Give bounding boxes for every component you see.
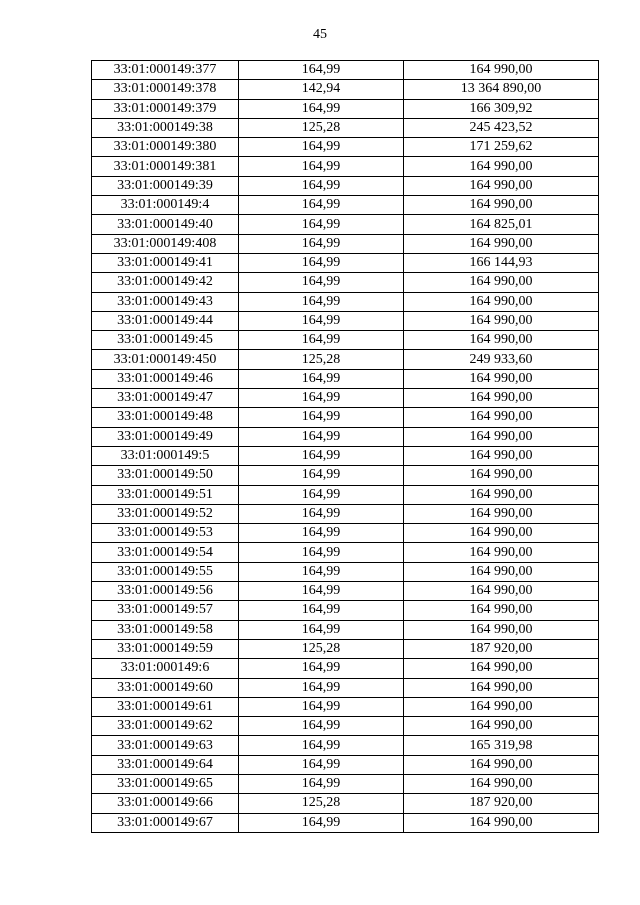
cadastral-number-cell: 33:01:000149:40	[92, 215, 239, 234]
cadastral-value-cell: 166 309,92	[404, 99, 599, 118]
table-row	[92, 813, 599, 832]
cadastral-number-cell: 33:01:000149:63	[92, 736, 239, 755]
cadastral-value-cell: 164 990,00	[404, 427, 599, 446]
table-row	[92, 620, 599, 639]
cadastral-value-cell: 13 364 890,00	[404, 80, 599, 99]
cadastral-number-cell: 33:01:000149:58	[92, 620, 239, 639]
area-cell: 164,99	[239, 562, 404, 581]
cadastral-number-cell: 33:01:000149:45	[92, 331, 239, 350]
cadastral-value-cell: 164 990,00	[404, 697, 599, 716]
area-cell: 164,99	[239, 446, 404, 465]
cadastral-number-cell: 33:01:000149:44	[92, 311, 239, 330]
table-row	[92, 118, 599, 137]
table-row	[92, 504, 599, 523]
cadastral-value-cell: 164 990,00	[404, 157, 599, 176]
area-cell: 164,99	[239, 408, 404, 427]
cadastral-value-cell: 164 990,00	[404, 813, 599, 832]
table-row	[92, 176, 599, 195]
area-cell: 164,99	[239, 601, 404, 620]
table-row	[92, 138, 599, 157]
cadastral-number-cell: 33:01:000149:50	[92, 466, 239, 485]
area-cell: 164,99	[239, 717, 404, 736]
cadastral-value-cell: 187 920,00	[404, 639, 599, 658]
table-row	[92, 196, 599, 215]
cadastral-value-cell: 164 990,00	[404, 331, 599, 350]
table-row	[92, 292, 599, 311]
cadastral-value-cell: 164 990,00	[404, 485, 599, 504]
table-row	[92, 774, 599, 793]
area-cell: 142,94	[239, 80, 404, 99]
cadastral-value-cell: 164 990,00	[404, 234, 599, 253]
table-row	[92, 253, 599, 272]
table-row	[92, 543, 599, 562]
area-cell: 164,99	[239, 311, 404, 330]
cadastral-number-cell: 33:01:000149:53	[92, 524, 239, 543]
page-number: 45	[313, 27, 327, 42]
area-cell: 164,99	[239, 369, 404, 388]
table-row	[92, 562, 599, 581]
cadastral-value-cell: 164 990,00	[404, 755, 599, 774]
table-row	[92, 80, 599, 99]
table-row	[92, 485, 599, 504]
cadastral-number-cell: 33:01:000149:61	[92, 697, 239, 716]
area-cell: 164,99	[239, 331, 404, 350]
cadastral-value-cell: 249 933,60	[404, 350, 599, 369]
cadastral-number-cell: 33:01:000149:378	[92, 80, 239, 99]
area-cell: 164,99	[239, 389, 404, 408]
area-cell: 164,99	[239, 273, 404, 292]
cadastral-number-cell: 33:01:000149:46	[92, 369, 239, 388]
area-cell: 164,99	[239, 61, 404, 80]
cadastral-number-cell: 33:01:000149:67	[92, 813, 239, 832]
table-body	[92, 61, 599, 833]
cadastral-value-cell: 164 990,00	[404, 369, 599, 388]
table-row	[92, 794, 599, 813]
cadastral-number-cell: 33:01:000149:55	[92, 562, 239, 581]
cadastral-value-cell: 171 259,62	[404, 138, 599, 157]
cadastral-number-cell: 33:01:000149:4	[92, 196, 239, 215]
area-cell: 164,99	[239, 99, 404, 118]
cadastral-number-cell: 33:01:000149:408	[92, 234, 239, 253]
cadastral-value-cell: 187 920,00	[404, 794, 599, 813]
area-cell: 164,99	[239, 485, 404, 504]
cadastral-value-cell: 164 990,00	[404, 524, 599, 543]
area-cell: 125,28	[239, 794, 404, 813]
table-row	[92, 389, 599, 408]
area-cell: 125,28	[239, 350, 404, 369]
cadastral-value-cell: 164 990,00	[404, 717, 599, 736]
table-row	[92, 369, 599, 388]
area-cell: 164,99	[239, 774, 404, 793]
table-row	[92, 350, 599, 369]
table-row	[92, 717, 599, 736]
table-row	[92, 408, 599, 427]
area-cell: 125,28	[239, 118, 404, 137]
area-cell: 164,99	[239, 678, 404, 697]
cadastral-value-table	[91, 60, 599, 833]
cadastral-value-cell: 164 990,00	[404, 446, 599, 465]
cadastral-value-cell: 164 990,00	[404, 659, 599, 678]
area-cell: 164,99	[239, 736, 404, 755]
area-cell: 164,99	[239, 582, 404, 601]
cadastral-number-cell: 33:01:000149:379	[92, 99, 239, 118]
cadastral-number-cell: 33:01:000149:62	[92, 717, 239, 736]
cadastral-value-cell: 165 319,98	[404, 736, 599, 755]
cadastral-number-cell: 33:01:000149:6	[92, 659, 239, 678]
cadastral-number-cell: 33:01:000149:49	[92, 427, 239, 446]
cadastral-number-cell: 33:01:000149:42	[92, 273, 239, 292]
cadastral-value-cell: 166 144,93	[404, 253, 599, 272]
cadastral-value-cell: 245 423,52	[404, 118, 599, 137]
area-cell: 164,99	[239, 659, 404, 678]
area-cell: 164,99	[239, 813, 404, 832]
cadastral-number-cell: 33:01:000149:56	[92, 582, 239, 601]
table-row	[92, 466, 599, 485]
cadastral-number-cell: 33:01:000149:377	[92, 61, 239, 80]
area-cell: 164,99	[239, 620, 404, 639]
table-row	[92, 273, 599, 292]
table-row	[92, 215, 599, 234]
cadastral-value-cell: 164 990,00	[404, 466, 599, 485]
area-cell: 164,99	[239, 755, 404, 774]
cadastral-number-cell: 33:01:000149:381	[92, 157, 239, 176]
table-row	[92, 582, 599, 601]
table-row	[92, 99, 599, 118]
table-row	[92, 524, 599, 543]
table-row	[92, 639, 599, 658]
cadastral-number-cell: 33:01:000149:51	[92, 485, 239, 504]
area-cell: 164,99	[239, 234, 404, 253]
table-row	[92, 736, 599, 755]
area-cell: 164,99	[239, 157, 404, 176]
cadastral-number-cell: 33:01:000149:5	[92, 446, 239, 465]
area-cell: 164,99	[239, 138, 404, 157]
cadastral-number-cell: 33:01:000149:60	[92, 678, 239, 697]
cadastral-number-cell: 33:01:000149:59	[92, 639, 239, 658]
cadastral-number-cell: 33:01:000149:380	[92, 138, 239, 157]
cadastral-number-cell: 33:01:000149:57	[92, 601, 239, 620]
area-cell: 164,99	[239, 196, 404, 215]
cadastral-number-cell: 33:01:000149:41	[92, 253, 239, 272]
cadastral-value-cell: 164 990,00	[404, 196, 599, 215]
table-row	[92, 427, 599, 446]
area-cell: 164,99	[239, 466, 404, 485]
cadastral-value-cell: 164 825,01	[404, 215, 599, 234]
cadastral-value-cell: 164 990,00	[404, 292, 599, 311]
area-cell: 164,99	[239, 697, 404, 716]
table-row	[92, 61, 599, 80]
table-row	[92, 234, 599, 253]
cadastral-value-cell: 164 990,00	[404, 61, 599, 80]
table-row	[92, 446, 599, 465]
area-cell: 164,99	[239, 543, 404, 562]
cadastral-value-cell: 164 990,00	[404, 562, 599, 581]
area-cell: 125,28	[239, 639, 404, 658]
table-row	[92, 331, 599, 350]
cadastral-number-cell: 33:01:000149:39	[92, 176, 239, 195]
cadastral-number-cell: 33:01:000149:66	[92, 794, 239, 813]
area-cell: 164,99	[239, 215, 404, 234]
cadastral-value-cell: 164 990,00	[404, 620, 599, 639]
cadastral-number-cell: 33:01:000149:65	[92, 774, 239, 793]
area-cell: 164,99	[239, 524, 404, 543]
cadastral-number-cell: 33:01:000149:43	[92, 292, 239, 311]
table-row	[92, 659, 599, 678]
cadastral-value-cell: 164 990,00	[404, 273, 599, 292]
cadastral-number-cell: 33:01:000149:48	[92, 408, 239, 427]
cadastral-value-cell: 164 990,00	[404, 176, 599, 195]
cadastral-value-cell: 164 990,00	[404, 774, 599, 793]
area-cell: 164,99	[239, 176, 404, 195]
cadastral-number-cell: 33:01:000149:450	[92, 350, 239, 369]
area-cell: 164,99	[239, 504, 404, 523]
table-row	[92, 678, 599, 697]
table-row	[92, 755, 599, 774]
cadastral-value-cell: 164 990,00	[404, 543, 599, 562]
cadastral-number-cell: 33:01:000149:64	[92, 755, 239, 774]
cadastral-number-cell: 33:01:000149:38	[92, 118, 239, 137]
area-cell: 164,99	[239, 427, 404, 446]
cadastral-number-cell: 33:01:000149:47	[92, 389, 239, 408]
table-row	[92, 157, 599, 176]
cadastral-value-cell: 164 990,00	[404, 504, 599, 523]
area-cell: 164,99	[239, 253, 404, 272]
table-row	[92, 697, 599, 716]
cadastral-value-cell: 164 990,00	[404, 582, 599, 601]
cadastral-value-cell: 164 990,00	[404, 678, 599, 697]
cadastral-number-cell: 33:01:000149:54	[92, 543, 239, 562]
cadastral-number-cell: 33:01:000149:52	[92, 504, 239, 523]
cadastral-value-cell: 164 990,00	[404, 408, 599, 427]
area-cell: 164,99	[239, 292, 404, 311]
cadastral-value-cell: 164 990,00	[404, 389, 599, 408]
table-row	[92, 311, 599, 330]
cadastral-value-cell: 164 990,00	[404, 601, 599, 620]
cadastral-value-cell: 164 990,00	[404, 311, 599, 330]
table-row	[92, 601, 599, 620]
